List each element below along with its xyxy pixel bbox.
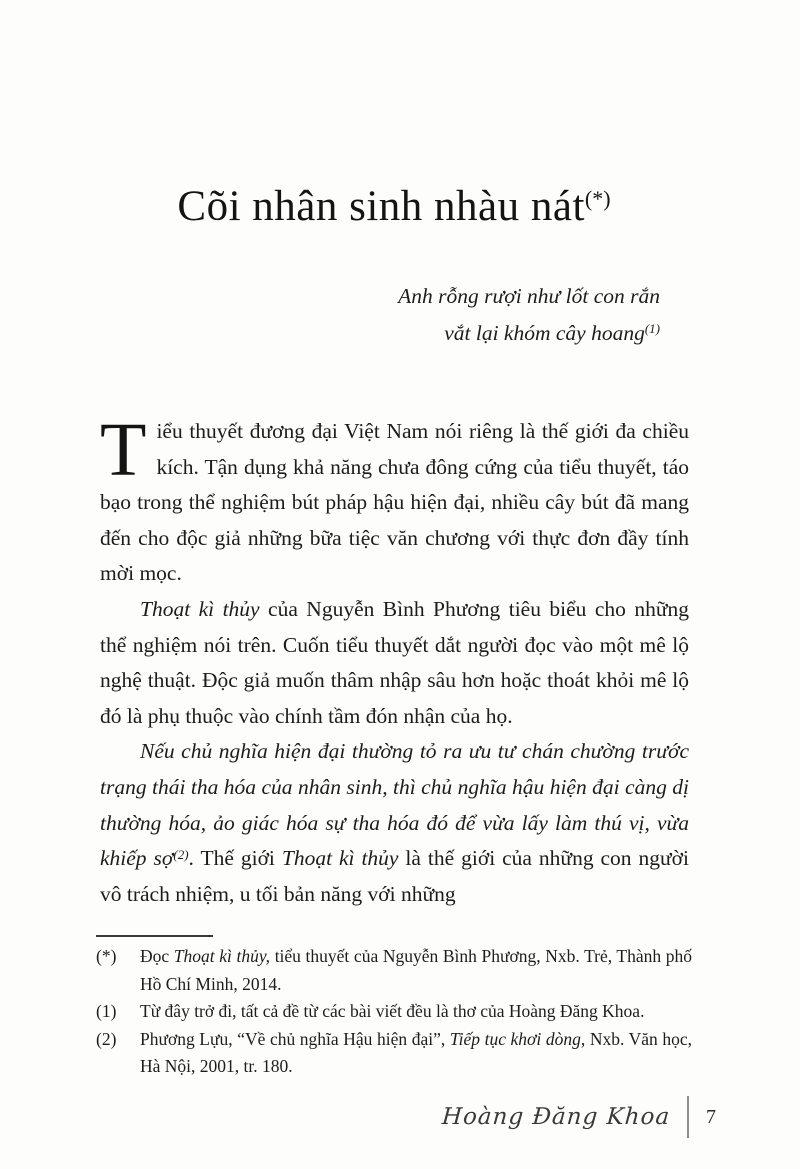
footnote-marker: (2) xyxy=(173,847,189,863)
text-run: Từ đây trở đi, tất cả đề từ các bài viết đều là thơ của Hoàng Đăng Khoa. xyxy=(140,1001,645,1022)
text-run: tiểu thuyết của Nguyễn Bình Phương, Nxb. Trẻ, Thành phố Hồ Chí Minh, 2014. xyxy=(140,946,693,994)
footer-divider xyxy=(687,1096,689,1138)
footnote xyxy=(96,943,692,998)
text-run: Nếu chủ nghĩa hiện đại thường tỏ ra ưu tư chán chường trước trạng thái tha hóa của nhân sinh, thì chủ nghĩa hậu hiện đại càng dị thường hóa, ảo giác hóa sự tha hóa đó để vừa lấy làm thú vị, vừa khiếp sợ xyxy=(100,739,689,871)
footnote-text xyxy=(140,943,692,998)
epigraph xyxy=(100,278,660,352)
text-run: của Nguyễn Bình Phương tiêu biểu cho những thể nghiệm nói trên. Cuốn tiểu thuyết dắt người đọc vào một mê lộ nghệ thuật. Độc giả muốn thâm nhập sâu hơn hoặc thoát khỏi mê lộ đó là phụ thuộc vào chính tầm đón nhận của họ. xyxy=(100,596,689,728)
footnotes xyxy=(96,943,692,1081)
text-run: Tiếp tục khơi dòng xyxy=(449,1028,581,1049)
footnote xyxy=(96,1026,692,1081)
page-title xyxy=(100,182,688,231)
text-run: Thoạt kì thủy xyxy=(281,846,399,871)
text-run: Thoạt kì thủy xyxy=(140,596,260,621)
text-run: Đọc xyxy=(140,946,174,966)
footnote-label: (1) xyxy=(96,1001,117,1022)
paragraph xyxy=(100,734,689,912)
body-paragraphs xyxy=(100,408,690,912)
footnote-separator xyxy=(96,935,213,937)
page-footer xyxy=(442,1094,716,1140)
footnote-text xyxy=(140,998,692,1026)
footnote-label: (*) xyxy=(96,946,117,966)
text-run: . Thế giới xyxy=(188,846,282,871)
text-run: là thế giới của những con người vô trách nhiệm, u tối bản năng với những xyxy=(100,846,690,906)
page-number: 7 xyxy=(706,1105,716,1128)
page-title-text: Cõi nhân sinh nhàu nát xyxy=(177,183,585,230)
drop-cap: T xyxy=(100,408,147,492)
text-run: iểu thuyết đương đại Việt Nam nói riêng là thế giới đa chiều kích. Tận dụng khả năng chưa đông cứng của tiểu thuyết, táo bạo trong thể nghiệm bút pháp hậu hiện đại, nhiều cây bút đã mang đến cho độc giả những bữa tiệc văn chương với thực đơn đầy tính mời mọc. xyxy=(100,419,689,586)
paragraph xyxy=(100,408,689,592)
title-footnote-marker: (*) xyxy=(584,186,611,211)
epigraph-footnote-marker: (1) xyxy=(644,321,660,336)
text-run: , Nxb. Văn học, Hà Nội, 2001, tr. 180. xyxy=(140,1028,692,1077)
footnote-label: (2) xyxy=(96,1028,117,1049)
text-run: Phương Lựu, “Về chủ nghĩa Hậu hiện đại”, xyxy=(140,1028,450,1049)
text-run: Thoạt kì thủy, xyxy=(173,946,271,966)
footnote xyxy=(96,998,692,1026)
paragraph xyxy=(100,592,689,734)
epigraph-line: Anh rỗng rượi như lốt con rắn xyxy=(398,284,660,308)
running-author: Hoàng Đăng Khoa xyxy=(440,1104,671,1130)
footnote-text xyxy=(140,1026,692,1081)
epigraph-line: vắt lại khóm cây hoang$^{(1)}$ xyxy=(444,321,660,345)
